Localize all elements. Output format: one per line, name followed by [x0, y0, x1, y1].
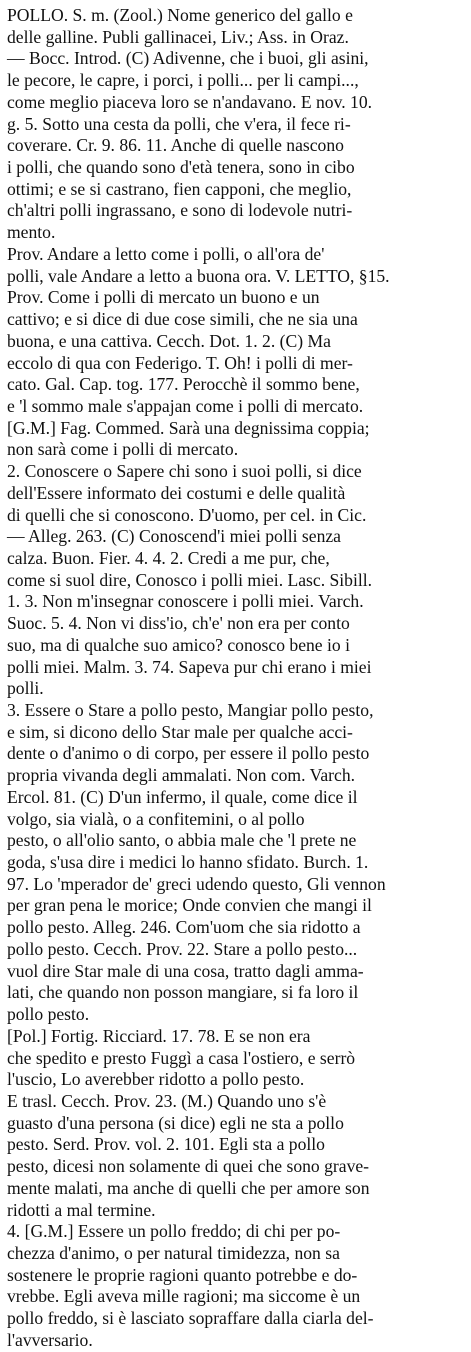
- proverb-paragraph-letto: Prov. Andare a letto come i polli, o all'ora de' polli, vale Andare a letto a buona ora. V. LETTO, §15.: [7, 243, 390, 286]
- proverb-paragraph-mercato: Prov. Come i polli di mercato un buono e un cattivo; e si dice di due cose simili, che ne sia una buona, e una cattiva. Cecch. Dot. 1. 2. (C) Ma eccolo di qua con Federigo. T. Oh! i polli di mer- cato. Gal. Cap. tog. 177. Perocchè il sommo bene, e 'l sommo male s'appajan come i polli di mercato. [G.M.] Fag. Commed. Sarà una degnissima coppia; non sarà come i polli di mercato.: [7, 287, 370, 460]
- sense-4-paragraph: 4. [G.M.] Essere un pollo freddo; di chi per po- chezza d'animo, o per natural timidezza, non sa sostenere le proprie ragioni quanto potrebbe e do- vrebbe. Egli aveva mille ragioni; ma siccome è un pollo freddo, si è lasciato sopraffare dalla ciarla del- l'avversario.: [7, 1221, 374, 1350]
- definition-paragraph: POLLO. S. m. (Zool.) Nome generico del gallo e delle galline. Publi gallinacei, Liv.; Ass. in Oraz. — Bocc. Introd. (C) Adivenne, che i buoi, gli asini, le pecore, le capre, i porci, i polli... per li campi..., come meglio piaceva loro se n'andavano. E nov. 10. g. 5. Sotto una cesta da polli, che v'era, il fece ri- coverare. Cr. 9. 86. 11. Anche di quelle nascono i polli, che quando sono d'età tenera, sono in cibo ottimi; e se si castrano, fien capponi, che meglio, ch'altri polli ingrassano, e sono di lodevole nutri- mento.: [7, 5, 373, 243]
- sense-2-paragraph: 2. Conoscere o Sapere chi sono i suoi polli, si dice dell'Essere informato dei costumi e delle qualità di quelli che si conoscono. D'uomo, per cel. in Cic. — Alleg. 263. (C) Conoscend'i miei polli senza calza. Buon. Fier. 4. 4. 2. Credi a me pur, che, come si suol dire, Conosco i polli miei. Lasc. Sibill. 1. 3. Non m'insegnar conoscere i polli miei. Varch. Suoc. 5. 4. Non vi diss'io, ch'e' non era per conto suo, ma di qualche suo amico? conosco bene io i polli miei. Malm. 3. 74. Sapeva pur chi erano i miei polli.: [7, 461, 373, 699]
- fortiguerra-paragraph: [Pol.] Fortig. Ricciard. 17. 78. E se non era che spedito e presto Fuggì a casa l'ostiero, e serrò l'uscio, Lo averebber ridotto a pollo pesto.: [7, 1025, 356, 1090]
- figurative-paragraph: E trasl. Cecch. Prov. 23. (M.) Quando uno s'è guasto d'una persona (si dice) egli ne sta a pollo pesto. Serd. Prov. vol. 2. 101. Egli sta a pollo pesto, dicesi non solamente di quei che sono grave- mente malati, ma anche di quelli che per amore son ridotti a mal termine.: [7, 1090, 370, 1220]
- sense-3-paragraph: 3. Essere o Stare a pollo pesto, Mangiar pollo pesto, e sim, si dicono dello Star male per qualche acci- dente o d'animo o di corpo, per essere il pollo pesto propria vivanda degli ammalati. Non com. Varch. Ercol. 81. (C) D'un infermo, il quale, come dice il volgo, sia vialà, o a confitemini, o al pollo pesto, o all'olio santo, o abbia male che 'l prete ne goda, s'usa dire i medici lo hanno sfidato. Burch. 1. 97. Lo 'mperador de' greci udendo questo, Gli vennon per gran pena le morice; Onde convien che mangi il pollo pesto. Alleg. 246. Com'uom che sia ridotto a pollo pesto. Cecch. Prov. 22. Stare a pollo pesto... vuol dire Star male di una cosa, tratto dagli amma- lati, che quando non posson mangiare, si fa loro il pollo pesto.: [7, 700, 386, 1025]
